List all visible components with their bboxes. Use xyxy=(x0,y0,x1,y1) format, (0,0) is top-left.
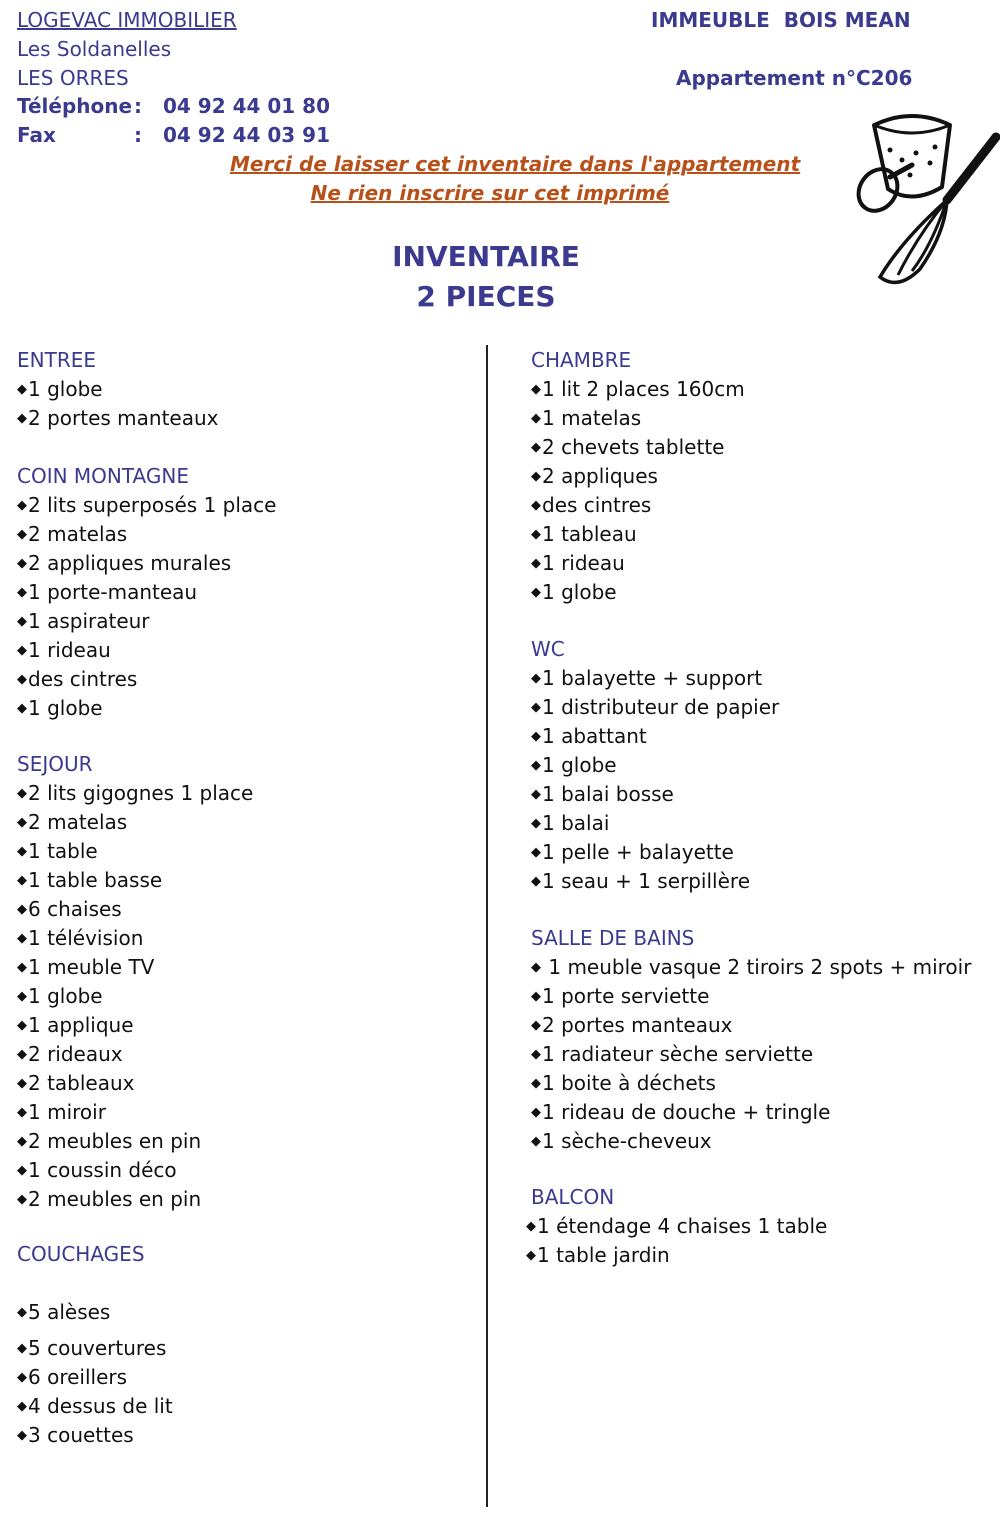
bullet-icon: ◆ xyxy=(17,844,27,859)
item-text: 1 lit 2 places 160cm xyxy=(542,377,745,401)
apartment-number: Appartement n°C206 xyxy=(676,66,913,90)
bullet-icon: ◆ xyxy=(17,931,27,946)
item-text: 1 table jardin xyxy=(537,1243,670,1267)
item-text: 1 globe xyxy=(28,377,103,401)
section-title: SALLE DE BAINS xyxy=(531,926,695,950)
list-item xyxy=(17,636,477,665)
item-text: 1 table xyxy=(28,839,98,863)
bullet-icon: ◆ xyxy=(17,1047,27,1062)
phone-number: 04 92 44 01 80 xyxy=(163,94,331,118)
item-text: 1 abattant xyxy=(542,724,647,748)
list-item xyxy=(531,520,991,549)
bullet-icon: ◆ xyxy=(17,1428,27,1443)
bullet-icon: ◆ xyxy=(17,527,27,542)
bullet-icon: ◆ xyxy=(531,1047,541,1062)
fax-separator: : xyxy=(134,123,142,147)
item-text: 2 lits gigognes 1 place xyxy=(28,781,254,805)
item-text: 1 applique xyxy=(28,1013,134,1037)
list-item xyxy=(531,1069,991,1098)
list-item xyxy=(17,375,477,404)
agency-name: LOGEVAC IMMOBILIER xyxy=(17,8,237,32)
item-text: 2 rideaux xyxy=(28,1042,123,1066)
list-item xyxy=(531,664,991,693)
item-text: 4 dessus de lit xyxy=(28,1394,173,1418)
notice-do-not-write: Ne rien inscrire sur cet imprimé xyxy=(310,181,670,205)
bullet-icon: ◆ xyxy=(17,1192,27,1207)
list-item xyxy=(17,578,477,607)
bullet-icon: ◆ xyxy=(531,671,541,686)
list-item xyxy=(17,1040,477,1069)
list-item xyxy=(17,808,477,837)
inventory-subtitle: 2 PIECES xyxy=(416,280,556,313)
item-text: 3 couettes xyxy=(28,1423,134,1447)
bullet-icon: ◆ xyxy=(17,672,27,687)
list-item xyxy=(531,404,991,433)
list-item xyxy=(531,838,991,867)
list-item xyxy=(531,1098,991,1127)
bullet-icon: ◆ xyxy=(526,1248,536,1263)
bullet-icon: ◆ xyxy=(531,527,541,542)
item-text: 6 oreillers xyxy=(28,1365,128,1389)
item-text: 1 aspirateur xyxy=(28,609,150,633)
item-text: 1 pelle + balayette xyxy=(542,840,734,864)
bullet-icon: ◆ xyxy=(17,960,27,975)
bullet-icon: ◆ xyxy=(17,382,27,397)
list-item xyxy=(17,520,477,549)
list-item xyxy=(531,780,991,809)
list-item xyxy=(17,953,477,982)
address-line-1: Les Soldanelles xyxy=(17,37,172,61)
item-text: 1 rideau xyxy=(28,638,111,662)
item-text: 1 meuble vasque 2 tiroirs 2 spots + miroir xyxy=(542,955,972,979)
bullet-icon: ◆ xyxy=(17,643,27,658)
item-text: 1 radiateur sèche serviette xyxy=(542,1042,814,1066)
item-text: 2 appliques xyxy=(542,464,658,488)
list-item xyxy=(531,867,991,896)
item-text: 1 meuble TV xyxy=(28,955,155,979)
phone-label: Téléphone xyxy=(17,94,133,118)
item-text: 1 porte-manteau xyxy=(28,580,198,604)
bullet-icon: ◆ xyxy=(17,498,27,513)
item-text: 2 lits superposés 1 place xyxy=(28,493,277,517)
item-text: 1 globe xyxy=(28,696,103,720)
item-text: 5 alèses xyxy=(28,1300,111,1324)
section-title: ENTREE xyxy=(17,348,96,372)
item-text: 1 miroir xyxy=(28,1100,106,1124)
item-text: 1 coussin déco xyxy=(28,1158,177,1182)
list-item xyxy=(17,1185,477,1214)
list-item xyxy=(531,809,991,838)
section-wc xyxy=(531,635,991,896)
bullet-icon: ◆ xyxy=(17,1399,27,1414)
bullet-icon: ◆ xyxy=(17,411,27,426)
bullet-icon: ◆ xyxy=(17,902,27,917)
item-text: des cintres xyxy=(542,493,652,517)
bullet-icon: ◆ xyxy=(17,1018,27,1033)
bullet-icon: ◆ xyxy=(531,1105,541,1120)
list-item xyxy=(531,491,991,520)
bullet-icon: ◆ xyxy=(17,1163,27,1178)
bullet-icon: ◆ xyxy=(17,1341,27,1356)
list-item xyxy=(17,779,477,808)
item-text: 1 globe xyxy=(542,753,617,777)
bullet-icon: ◆ xyxy=(531,411,541,426)
list-item xyxy=(531,433,991,462)
item-text: 1 boite à déchets xyxy=(542,1071,716,1095)
bullet-icon: ◆ xyxy=(531,585,541,600)
list-item xyxy=(17,404,477,433)
list-item xyxy=(17,837,477,866)
bullet-icon: ◆ xyxy=(531,1018,541,1033)
item-text: 1 rideau de douche + tringle xyxy=(542,1100,831,1124)
item-text: 1 globe xyxy=(542,580,617,604)
list-item xyxy=(531,1127,991,1156)
list-item xyxy=(526,1212,991,1241)
list-item xyxy=(531,751,991,780)
list-item xyxy=(531,549,991,578)
section-couchages xyxy=(17,1240,477,1450)
item-text: 1 étendage 4 chaises 1 table xyxy=(537,1214,828,1238)
list-item xyxy=(17,1069,477,1098)
bullet-icon: ◆ xyxy=(531,729,541,744)
section-chambre xyxy=(531,346,991,607)
bullet-icon: ◆ xyxy=(17,1105,27,1120)
bullet-icon: ◆ xyxy=(17,614,27,629)
bullet-icon: ◆ xyxy=(531,816,541,831)
bullet-icon: ◆ xyxy=(531,845,541,860)
bullet-icon: ◆ xyxy=(531,960,541,975)
item-text: 1 seau + 1 serpillère xyxy=(542,869,750,893)
section-coin-montagne xyxy=(17,462,477,723)
bullet-icon: ◆ xyxy=(17,701,27,716)
item-text: 1 globe xyxy=(28,984,103,1008)
item-text: 5 couvertures xyxy=(28,1336,167,1360)
item-text: 2 meubles en pin xyxy=(28,1129,202,1153)
bullet-icon: ◆ xyxy=(17,873,27,888)
list-item xyxy=(17,924,477,953)
section-title: COIN MONTAGNE xyxy=(17,464,189,488)
bullet-icon: ◆ xyxy=(17,1134,27,1149)
list-item xyxy=(531,693,991,722)
bullet-icon: ◆ xyxy=(17,786,27,801)
bullet-icon: ◆ xyxy=(526,1219,536,1234)
bullet-icon: ◆ xyxy=(531,469,541,484)
section-balcon xyxy=(526,1183,991,1270)
bullet-icon: ◆ xyxy=(17,815,27,830)
list-item xyxy=(17,1127,477,1156)
list-item xyxy=(17,1421,477,1450)
bullet-icon: ◆ xyxy=(17,1370,27,1385)
kitchen-whisk-bowl-icon xyxy=(850,105,1000,290)
list-item xyxy=(17,1334,477,1363)
section-title: BALCON xyxy=(531,1185,615,1209)
section-sejour xyxy=(17,750,477,1214)
list-item xyxy=(531,375,991,404)
section-title: CHAMBRE xyxy=(531,348,632,372)
list-item xyxy=(531,1011,991,1040)
bullet-icon: ◆ xyxy=(531,700,541,715)
bullet-icon: ◆ xyxy=(17,556,27,571)
section-title: COUCHAGES xyxy=(17,1242,145,1266)
item-text: 2 chevets tablette xyxy=(542,435,725,459)
section-entree xyxy=(17,346,477,433)
bullet-icon: ◆ xyxy=(17,1305,27,1320)
bullet-icon: ◆ xyxy=(17,585,27,600)
list-item xyxy=(17,982,477,1011)
list-item xyxy=(17,665,477,694)
list-item xyxy=(17,895,477,924)
item-text: 2 portes manteaux xyxy=(28,406,219,430)
list-item xyxy=(531,722,991,751)
list-item xyxy=(17,1363,477,1392)
item-text: 1 télévision xyxy=(28,926,144,950)
inventory-title: INVENTAIRE xyxy=(392,240,580,273)
list-item xyxy=(17,1298,477,1327)
bullet-icon: ◆ xyxy=(531,874,541,889)
bullet-icon: ◆ xyxy=(531,1076,541,1091)
column-divider xyxy=(486,345,488,1507)
item-text: 2 tableaux xyxy=(28,1071,135,1095)
fax-number: 04 92 44 03 91 xyxy=(163,123,331,147)
list-item xyxy=(531,953,991,982)
list-item xyxy=(17,1011,477,1040)
list-item xyxy=(526,1241,991,1270)
list-item xyxy=(17,491,477,520)
section-salle-de-bains xyxy=(531,924,991,1156)
item-text: 2 matelas xyxy=(28,810,128,834)
item-text: 1 matelas xyxy=(542,406,642,430)
list-item xyxy=(17,607,477,636)
list-item xyxy=(17,694,477,723)
list-item xyxy=(17,866,477,895)
list-item xyxy=(17,1156,477,1185)
item-text: 1 balayette + support xyxy=(542,666,763,690)
item-text: 2 appliques murales xyxy=(28,551,232,575)
item-text: 1 table basse xyxy=(28,868,163,892)
item-text: 2 portes manteaux xyxy=(542,1013,733,1037)
item-text: 2 matelas xyxy=(28,522,128,546)
section-title: WC xyxy=(531,637,565,661)
section-title: SEJOUR xyxy=(17,752,93,776)
list-item xyxy=(531,982,991,1011)
fax-label: Fax xyxy=(17,123,56,147)
bullet-icon: ◆ xyxy=(17,989,27,1004)
item-text: 1 balai xyxy=(542,811,610,835)
item-text: 1 distributeur de papier xyxy=(542,695,780,719)
item-text: 6 chaises xyxy=(28,897,122,921)
item-text: 1 porte serviette xyxy=(542,984,710,1008)
bullet-icon: ◆ xyxy=(531,1134,541,1149)
list-item xyxy=(531,578,991,607)
list-item xyxy=(17,1392,477,1421)
bullet-icon: ◆ xyxy=(531,989,541,1004)
bullet-icon: ◆ xyxy=(531,758,541,773)
list-item xyxy=(17,1098,477,1127)
bullet-icon: ◆ xyxy=(531,382,541,397)
bullet-icon: ◆ xyxy=(17,1076,27,1091)
item-text: 1 rideau xyxy=(542,551,625,575)
phone-separator: : xyxy=(134,94,142,118)
item-text: 2 meubles en pin xyxy=(28,1187,202,1211)
bullet-icon: ◆ xyxy=(531,556,541,571)
bullet-icon: ◆ xyxy=(531,440,541,455)
item-text: 1 tableau xyxy=(542,522,637,546)
list-item xyxy=(531,462,991,491)
building-name: IMMEUBLE BOIS MEAN xyxy=(651,8,911,32)
list-item xyxy=(17,549,477,578)
item-text: des cintres xyxy=(28,667,138,691)
notice-leave-inventory: Merci de laisser cet inventaire dans l'appartement xyxy=(230,152,801,176)
list-item xyxy=(531,1040,991,1069)
bullet-icon: ◆ xyxy=(531,498,541,513)
address-line-2: LES ORRES xyxy=(17,66,129,90)
bullet-icon: ◆ xyxy=(531,787,541,802)
item-text: 1 balai bosse xyxy=(542,782,674,806)
item-text: 1 sèche-cheveux xyxy=(542,1129,712,1153)
